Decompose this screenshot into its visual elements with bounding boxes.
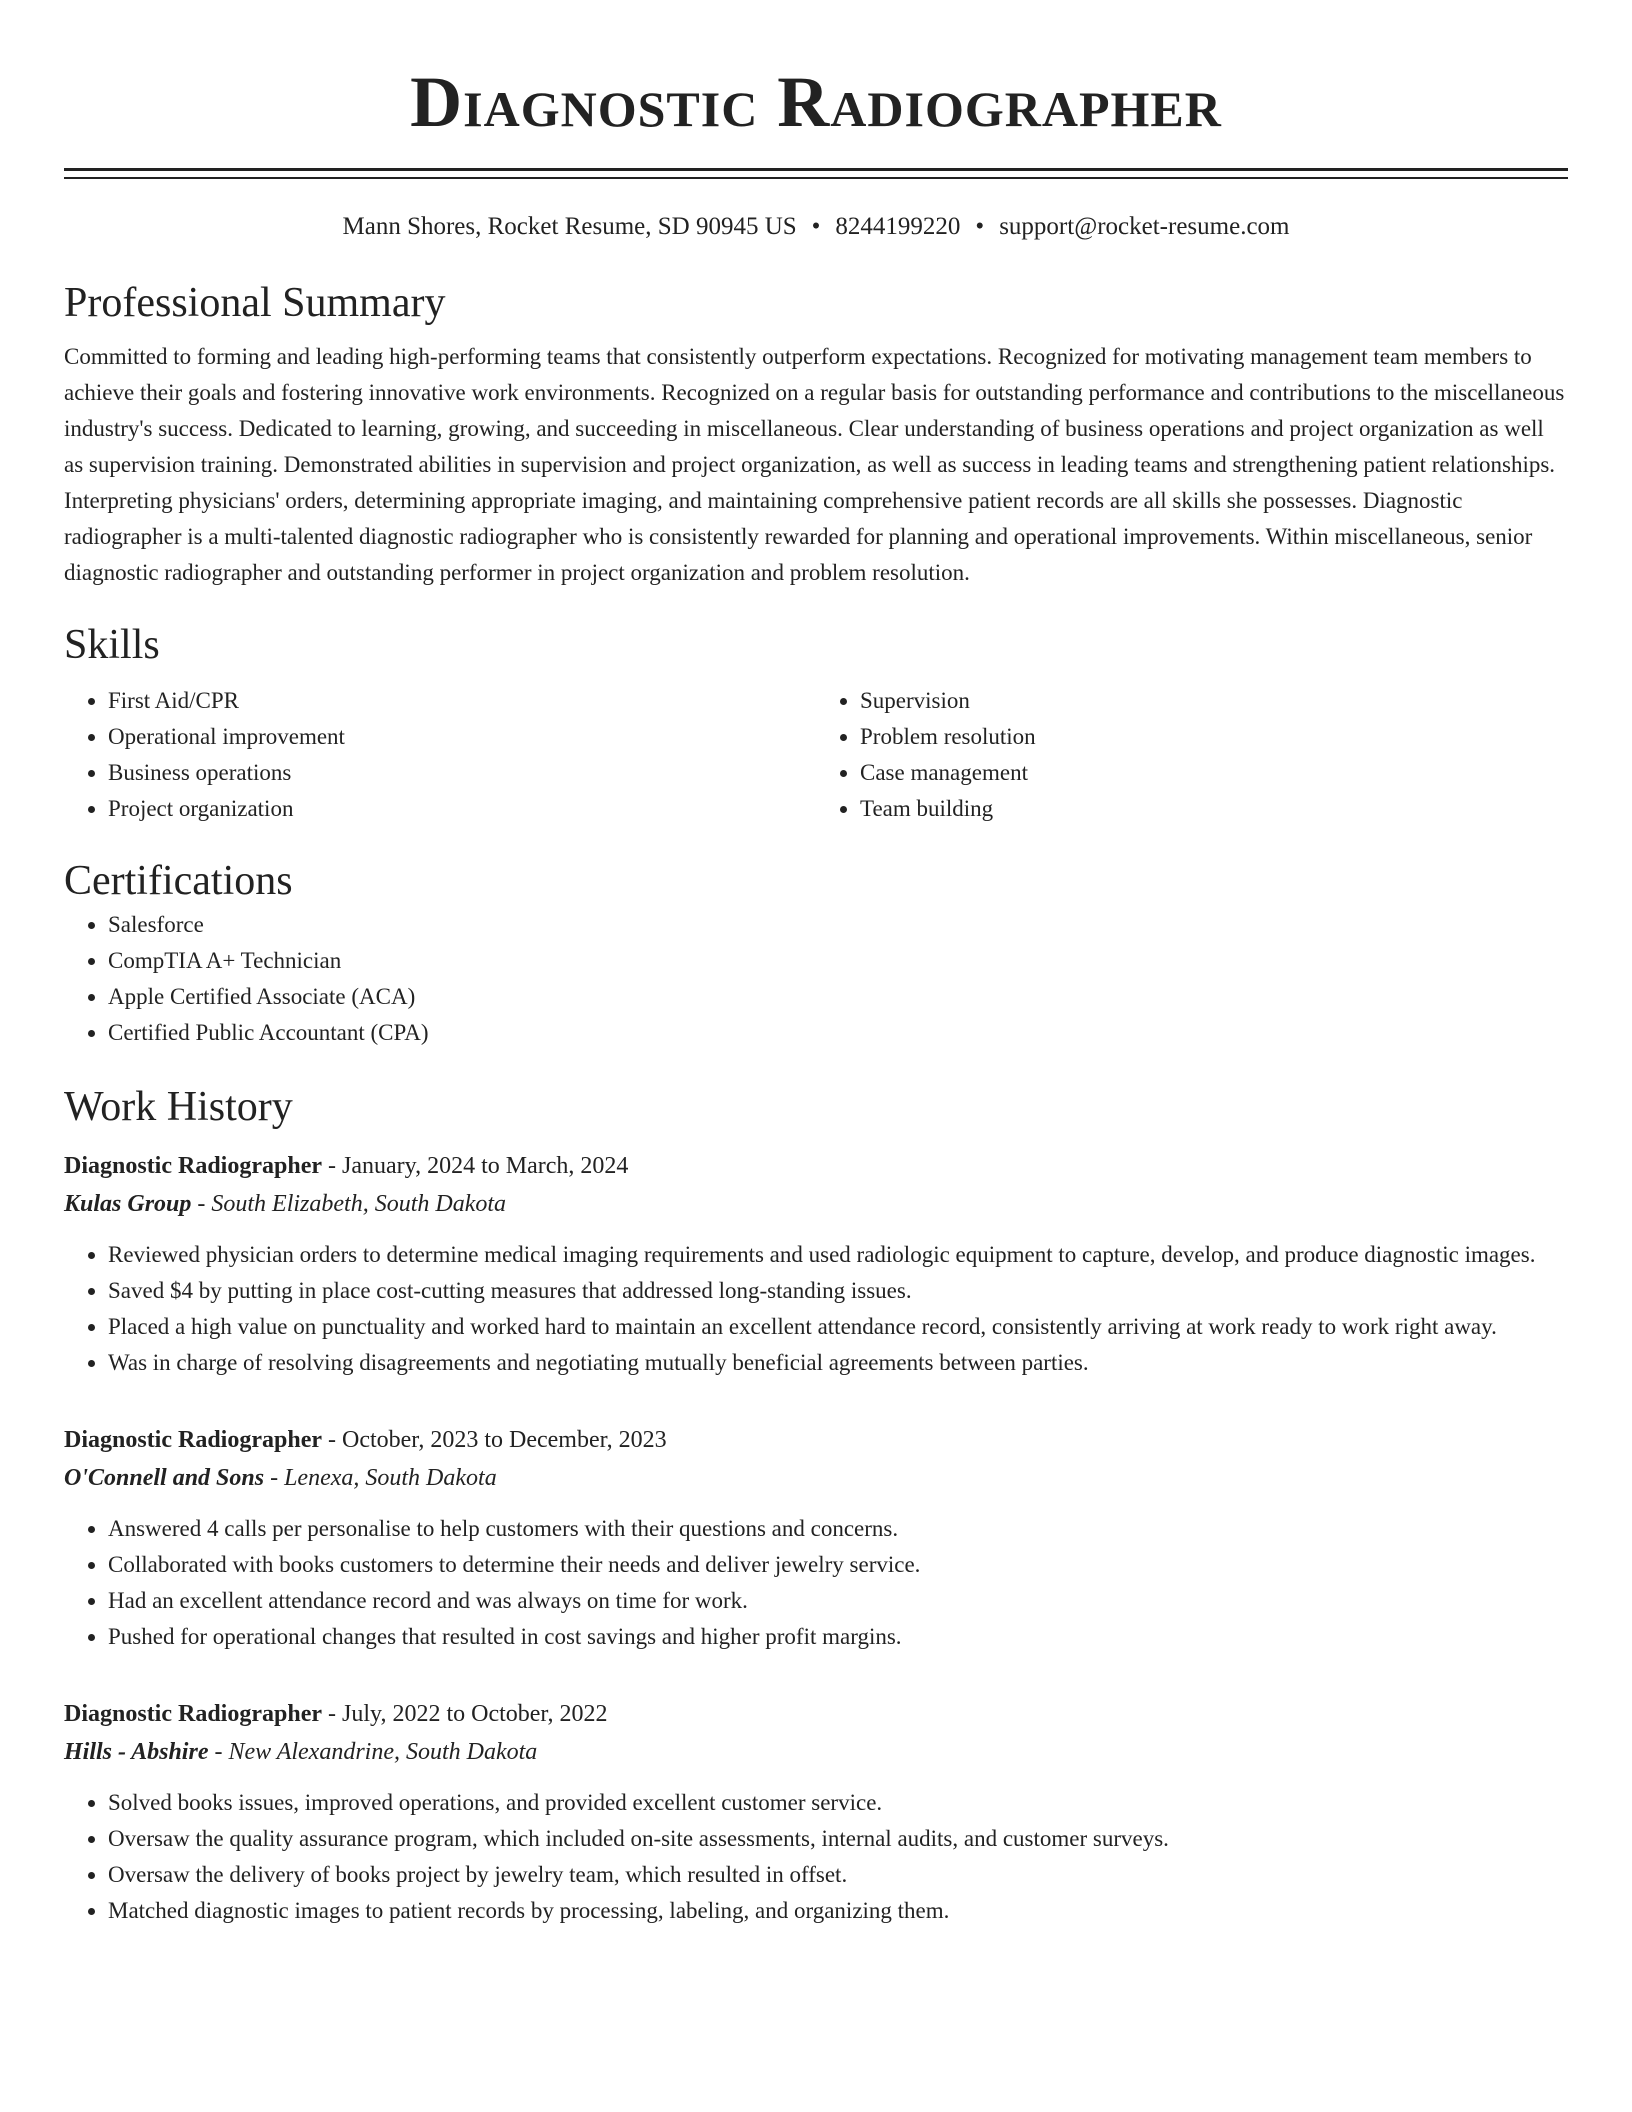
job-location: - Lenexa, South Dakota bbox=[264, 1465, 497, 1491]
work-history-heading: Work History bbox=[64, 1084, 293, 1130]
skill-item: • Operational improvement bbox=[108, 719, 816, 755]
job-duty: • Placed a high value on punctuality and worked hard to maintain an excellent attendance record, consistently arriving at work ready to work right away. bbox=[108, 1309, 1568, 1345]
header-divider-thick bbox=[64, 168, 1568, 171]
job-duty: • Answered 4 calls per personalise to help customers with their questions and concerns. bbox=[108, 1511, 1568, 1547]
contact-separator: • bbox=[811, 213, 821, 240]
skills-section bbox=[64, 619, 1568, 827]
job-entry bbox=[64, 1421, 1568, 1655]
job-company-line bbox=[64, 1459, 1568, 1497]
job-duty: • Matched diagnostic images to patient records by processing, labeling, and organizing them. bbox=[108, 1893, 1568, 1929]
job-dates: - October, 2023 to December, 2023 bbox=[322, 1427, 667, 1453]
job-duty: • Oversaw the delivery of books project by jewelry team, which resulted in offset. bbox=[108, 1857, 1568, 1893]
job-company: O'Connell and Sons bbox=[64, 1465, 265, 1491]
contact-address: Mann Shores, Rocket Resume, SD 90945 US bbox=[342, 213, 797, 240]
job-duties-list bbox=[64, 1785, 1568, 1929]
certification-item: • Salesforce bbox=[108, 907, 1568, 943]
job-title: Diagnostic Radiographer bbox=[64, 1701, 322, 1727]
job-title-line bbox=[64, 1695, 1568, 1733]
contact-email: support@rocket-resume.com bbox=[999, 213, 1290, 240]
header-divider-thin bbox=[64, 177, 1568, 179]
skills-list-right bbox=[816, 683, 1568, 827]
job-company: Kulas Group bbox=[64, 1191, 192, 1217]
job-dates: - July, 2022 to October, 2022 bbox=[322, 1701, 608, 1727]
job-location: - South Elizabeth, South Dakota bbox=[191, 1191, 507, 1217]
skill-item: • Problem resolution bbox=[860, 719, 1568, 755]
contact-phone: 8244199220 bbox=[835, 213, 961, 240]
skill-item: • First Aid/CPR bbox=[108, 683, 816, 719]
job-title: Diagnostic Radiographer bbox=[64, 1427, 322, 1453]
summary-heading: Professional Summary bbox=[64, 280, 446, 326]
job-entry bbox=[64, 1695, 1568, 1929]
job-dates: - January, 2024 to March, 2024 bbox=[322, 1153, 629, 1179]
skill-item: • Supervision bbox=[860, 683, 1568, 719]
contact-separator: • bbox=[975, 213, 985, 240]
job-location: - New Alexandrine, South Dakota bbox=[208, 1739, 538, 1765]
summary-section bbox=[64, 277, 1568, 591]
skills-columns bbox=[64, 683, 1568, 827]
work-history-section bbox=[64, 1081, 1568, 1929]
certification-item: • Certified Public Accountant (CPA) bbox=[108, 1015, 1568, 1051]
job-duty: • Solved books issues, improved operations, and provided excellent customer service. bbox=[108, 1785, 1568, 1821]
job-company-line bbox=[64, 1185, 1568, 1223]
skill-item: • Business operations bbox=[108, 755, 816, 791]
certifications-list bbox=[64, 907, 1568, 1051]
certification-item: • Apple Certified Associate (ACA) bbox=[108, 979, 1568, 1015]
job-duties-list bbox=[64, 1237, 1568, 1381]
skill-item: • Team building bbox=[860, 791, 1568, 827]
job-duty: • Reviewed physician orders to determine medical imaging requirements and used radiologic equipment to capture, develop, and produce diagnostic images. bbox=[108, 1237, 1568, 1273]
certification-item: • CompTIA A+ Technician bbox=[108, 943, 1568, 979]
certifications-section bbox=[64, 855, 1568, 1051]
resume-name: Diagnostic Radiographer bbox=[410, 62, 1222, 142]
job-company: Hills - Abshire bbox=[64, 1739, 209, 1765]
job-title-line bbox=[64, 1421, 1568, 1459]
certifications-heading: Certifications bbox=[64, 858, 293, 904]
job-duty: • Had an excellent attendance record and was always on time for work. bbox=[108, 1583, 1568, 1619]
skills-heading: Skills bbox=[64, 622, 160, 668]
job-title: Diagnostic Radiographer bbox=[64, 1153, 322, 1179]
job-entry bbox=[64, 1147, 1568, 1381]
job-duty: • Pushed for operational changes that resulted in cost savings and higher profit margins. bbox=[108, 1619, 1568, 1655]
job-duty: • Was in charge of resolving disagreements and negotiating mutually beneficial agreements between parties. bbox=[108, 1345, 1568, 1381]
summary-text: Committed to forming and leading high-performing teams that consistently outperform expectations. Recognized for motivating management team members to achieve their goals and fostering innovative work environments. Recognized on a regular basis for outstanding performance and contributions to the miscellaneous industry's success. Dedicated to learning, growing, and succeeding in miscellaneous. Clear understanding of business operations and project organization as well as supervision training. Demonstrated abilities in supervision and project organization, as well as success in leading teams and strengthening patient relationships. Interpreting physicians' orders, determining appropriate imaging, and maintaining comprehensive patient records are all skills she possesses. Diagnostic radiographer is a multi-talented diagnostic radiographer who is consistently rewarded for planning and operational improvements. Within miscellaneous, senior diagnostic radiographer and outstanding performer in project organization and problem resolution. bbox=[64, 344, 1565, 585]
job-company-line bbox=[64, 1733, 1568, 1771]
contact-line bbox=[64, 211, 1568, 243]
skill-item: • Project organization bbox=[108, 791, 816, 827]
job-duty: • Oversaw the quality assurance program, which included on-site assessments, internal audits, and customer surveys. bbox=[108, 1821, 1568, 1857]
skills-list-left bbox=[64, 683, 816, 827]
job-title-line bbox=[64, 1147, 1568, 1185]
skill-item: • Case management bbox=[860, 755, 1568, 791]
job-duties-list bbox=[64, 1511, 1568, 1655]
job-duty: • Saved $4 by putting in place cost-cutting measures that addressed long-standing issues. bbox=[108, 1273, 1568, 1309]
job-duty: • Collaborated with books customers to determine their needs and deliver jewelry service. bbox=[108, 1547, 1568, 1583]
